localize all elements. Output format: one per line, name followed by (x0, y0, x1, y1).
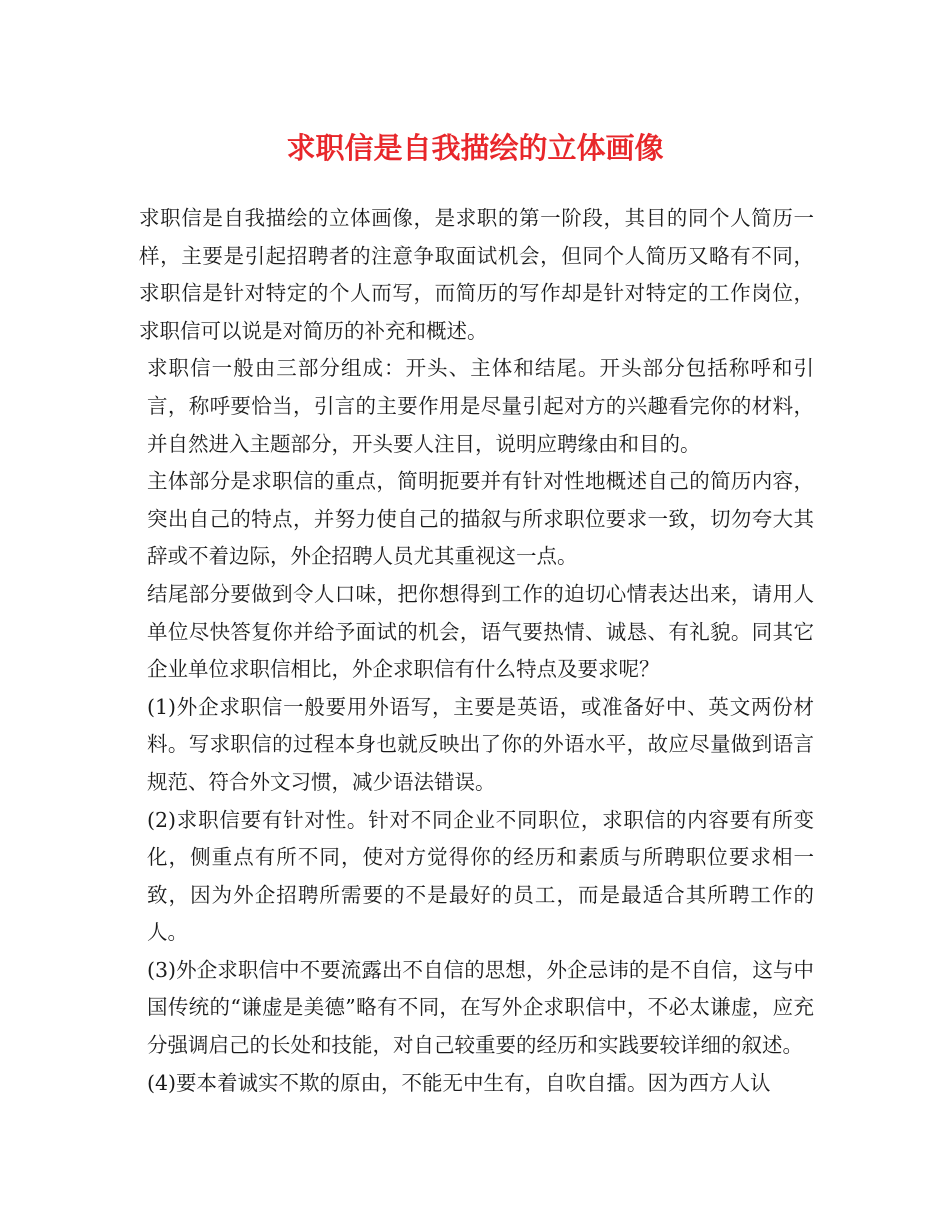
paragraph-point-3: (3)外企求职信中不要流露出不自信的思想，外企忌讳的是不自信，这与中国传统的“谦虚是美德”略有不同，在写外企求职信中，不必太谦虚，应充分强调启己的长处和技能，对自己较重要的经历和实践要较详细的叙述。 (147, 957, 814, 1058)
paragraph-ending-section: 结尾部分要做到令人口味，把你想得到工作的迫切心情表达出来，请用人单位尽快答复你并给予面试的机会，语气要热情、诚恳、有礼貌。同其它企业单位求职信相比，外企求职信有什么特点及要求呢？ (147, 581, 814, 682)
paragraph-intro: 求职信是自我描绘的立体画像，是求职的第一阶段，其目的同个人简历一样，主要是引起招聘者的注意争取面试机会，但同个人简历又略有不同，求职信是针对特定的个人而写，而简历的写作却是针对特定的工作岗位，求职信可以说是对简历的补充和概述。 (139, 206, 814, 343)
paragraph-point-2: (2)求职信要有针对性。针对不同企业不同职位，求职信的内容要有所变化，侧重点有所不同，使对方觉得你的经历和素质与所聘职位要求相一致，因为外企招聘所需要的不是最好的员工，而是最适合其所聘工作的人。 (147, 807, 814, 945)
paragraph-point-1: (1)外企求职信一般要用外语写，主要是英语，或准备好中、英文两份材料。写求职信的过程本身也就反映出了你的外语水平，故应尽量做到语言规范、符合外文习惯，减少语法错误。 (147, 694, 814, 794)
paragraph-structure: 求职信一般由三部分组成：开头、主体和结尾。开头部分包括称呼和引言，称呼要恰当，引言的主要作用是尽量引起对方的兴趣看完你的材料，并自然进入主题部分，开头要人注目，说明应聘缘由和目的。 (147, 356, 814, 456)
paragraph-point-4: (4)要本着诚实不欺的原由，不能无中生有，自吹自擂。因为西方人认 (147, 1070, 771, 1095)
document-title: 求职信是自我描绘的立体画像 (286, 131, 664, 165)
document-body (139, 200, 814, 1102)
paragraph-body-section: 主体部分是求职信的重点，简明扼要并有针对性地概述自己的简历内容，突出自己的特点，并努力使自己的描叙与所求职位要求一致，切勿夸大其辞或不着边际，外企招聘人员尤其重视这一点。 (147, 469, 814, 569)
